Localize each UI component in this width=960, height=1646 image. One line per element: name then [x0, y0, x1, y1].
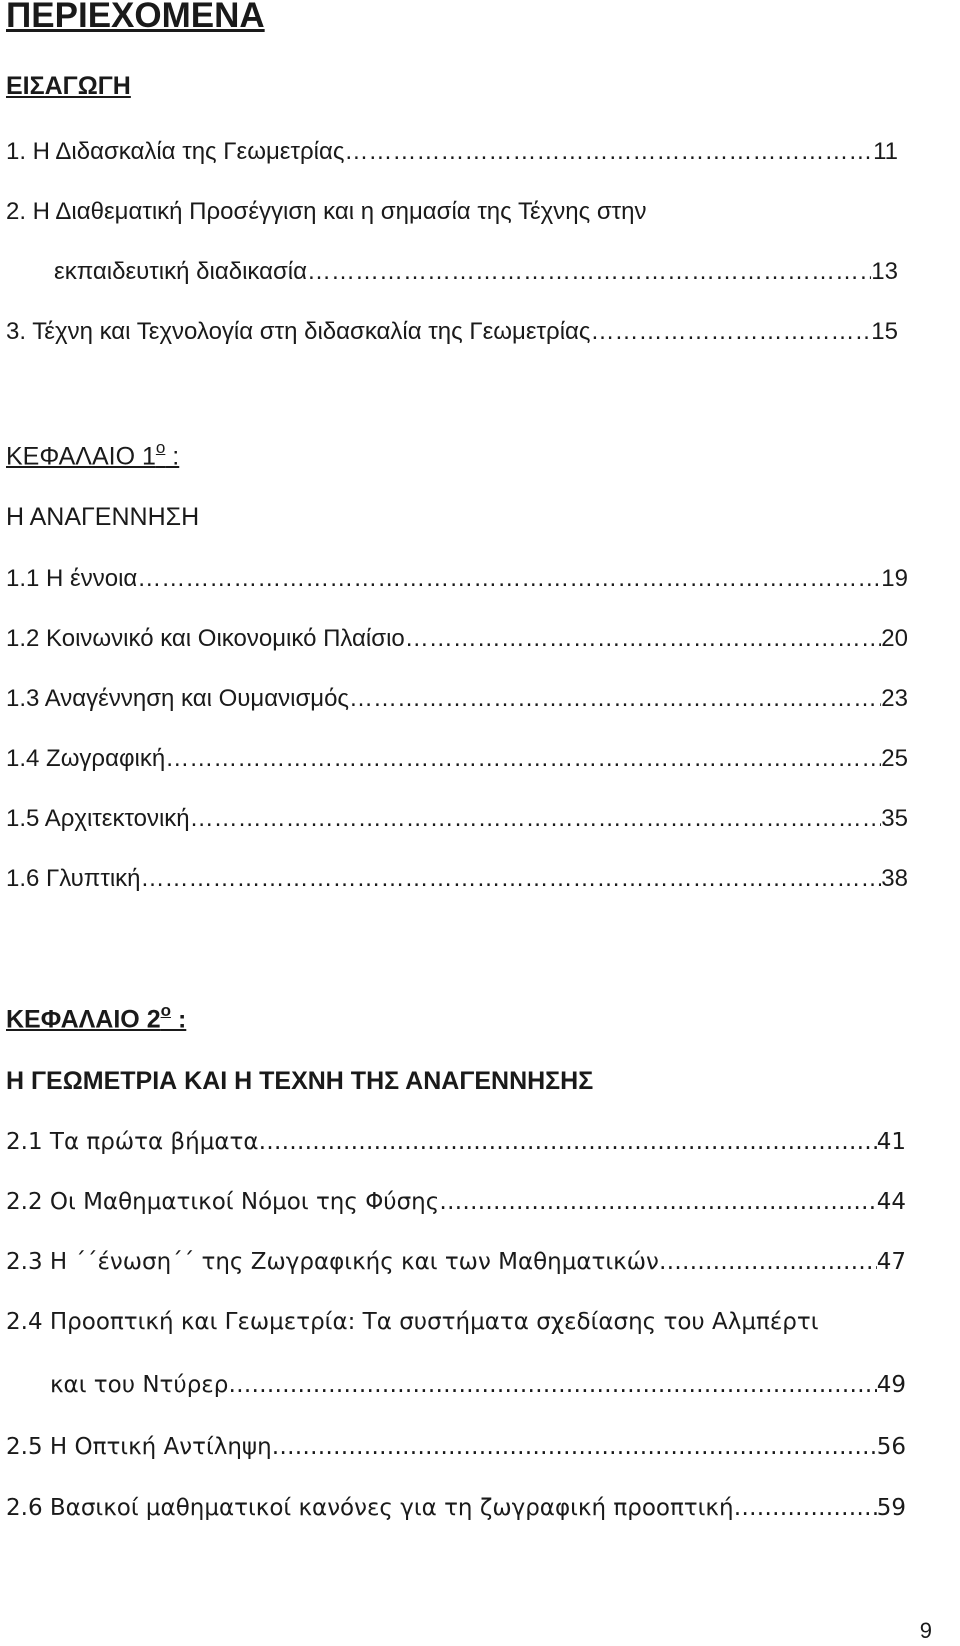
toc-entry-label: 2.1 Τα πρώτα βήματα: [6, 1129, 259, 1155]
toc-entry-2-6[interactable]: [6, 1495, 906, 1521]
toc-entry-intro-2[interactable]: [54, 258, 898, 286]
chapter1-heading-suffix: :: [165, 442, 180, 471]
toc-entry-label: 1.3 Αναγέννηση και Ουμανισμός: [6, 685, 349, 712]
toc-entry-2-2[interactable]: [6, 1189, 906, 1215]
dot-leader: [590, 318, 871, 346]
toc-entry-page: 56: [876, 1434, 906, 1460]
toc-entry-label: 1. Η Διδασκαλία της Γεωμετρίας: [6, 138, 345, 165]
toc-entry-page: 13: [871, 258, 898, 285]
dot-leader: [344, 138, 873, 166]
toc-entry-label: 2.6 Βασικοί μαθηματικοί κανόνες για τη ζωγραφική προοπτική: [6, 1495, 734, 1521]
toc-entry-2-5[interactable]: [6, 1434, 906, 1460]
toc-entry-2-4[interactable]: [50, 1372, 906, 1398]
toc-entry-intro-1[interactable]: [6, 138, 898, 166]
dot-leader: [405, 625, 882, 653]
toc-entry-page: 44: [876, 1189, 906, 1215]
chapter1-heading-text: ΚΕΦΑΛΑΙΟ 1: [6, 442, 156, 471]
toc-entry-label: 1.1 Η έννοια: [6, 565, 138, 592]
dot-leader: [190, 805, 882, 833]
page-number: 9: [919, 1618, 932, 1643]
dot-leader: [259, 1129, 877, 1155]
dot-leader: [141, 865, 882, 893]
chapter2-subtitle: Η ΓΕΩΜΕΤΡΙΑ ΚΑΙ Η ΤΕΧΝΗ ΤΗΣ ΑΝΑΓΕΝΝΗΣΗΣ: [6, 1067, 594, 1095]
toc-entry-1-1[interactable]: [6, 565, 908, 593]
dot-leader: [307, 258, 871, 286]
toc-entry-page: 19: [881, 565, 908, 592]
toc-entry-label: 2.5 Η Οπτική Αντίληψη: [6, 1434, 272, 1460]
toc-entry-label: 1.5 Αρχιτεκτονική: [6, 805, 190, 832]
toc-entry-page: 20: [881, 625, 908, 652]
chapter1-subtitle: Η ΑΝΑΓΕΝΝΗΣΗ: [6, 503, 200, 531]
toc-entry-page: 25: [881, 745, 908, 772]
toc-entry-label: 2.3 Η ΄΄ένωση΄΄ της Ζωγραφικής και των Μαθηματικών: [6, 1249, 659, 1275]
toc-entry-2-4-line1: 2.4 Προοπτική και Γεωμετρία: Τα συστήματα σχεδίασης του Αλμπέρτι: [6, 1309, 819, 1335]
dot-leader: [228, 1372, 876, 1398]
toc-entry-label: 1.4 Ζωγραφική: [6, 745, 166, 772]
toc-entry-page: 38: [881, 865, 908, 892]
toc-entry-page: 41: [876, 1129, 906, 1155]
toc-entry-intro-2-line1: 2. Η Διαθεματική Προσέγγιση και η σημασία της Τέχνης στην: [6, 198, 647, 225]
toc-entry-1-3[interactable]: [6, 685, 908, 713]
chapter1-heading: [6, 440, 179, 471]
toc-entry-1-2[interactable]: [6, 625, 908, 653]
toc-entry-label: 3. Τέχνη και Τεχνολογία στη διδασκαλία της Γεωμετρίας: [6, 318, 591, 345]
toc-entry-1-6[interactable]: [6, 865, 908, 893]
chapter2-heading-suffix: :: [171, 1005, 187, 1034]
dot-leader: [439, 1189, 876, 1215]
dot-leader: [349, 685, 881, 713]
chapter2-heading: [6, 1003, 186, 1034]
toc-entry-2-1[interactable]: [6, 1129, 906, 1155]
toc-entry-1-5[interactable]: [6, 805, 908, 833]
intro-heading: ΕΙΣΑΓΩΓΗ: [6, 72, 131, 100]
toc-entry-page: 35: [881, 805, 908, 832]
chapter1-heading-sup: ο: [155, 438, 166, 457]
toc-entry-1-4[interactable]: [6, 745, 908, 773]
toc-entry-label: 1.6 Γλυπτική: [6, 865, 141, 892]
toc-entry-page: 15: [871, 318, 898, 345]
toc-entry-label: 2.2 Οι Μαθηματικοί Νόμοι της Φύσης: [6, 1189, 440, 1215]
page-title: ΠΕΡΙΕΧΟΜΕΝΑ: [6, 0, 265, 35]
dot-leader: [734, 1495, 877, 1521]
chapter2-heading-sup: ο: [160, 1001, 171, 1020]
dot-leader: [137, 565, 881, 593]
toc-entry-page: 23: [881, 685, 908, 712]
toc-entry-page: 47: [876, 1249, 906, 1275]
toc-entry-page: 59: [876, 1495, 906, 1521]
toc-entry-intro-3[interactable]: [6, 318, 898, 346]
dot-leader: [272, 1434, 877, 1460]
toc-entry-label: και του Ντύρερ: [50, 1372, 229, 1398]
chapter2-heading-text: ΚΕΦΑΛΑΙΟ 2: [6, 1005, 161, 1034]
toc-entry-label: εκπαιδευτική διαδικασία: [54, 258, 307, 285]
toc-entry-label: 1.2 Κοινωνικό και Οικονομικό Πλαίσιο: [6, 625, 405, 652]
dot-leader: [659, 1249, 877, 1275]
toc-entry-page: 11: [873, 138, 898, 165]
toc-entry-2-3[interactable]: [6, 1249, 906, 1275]
toc-entry-page: 49: [876, 1372, 906, 1398]
dot-leader: [165, 745, 881, 773]
